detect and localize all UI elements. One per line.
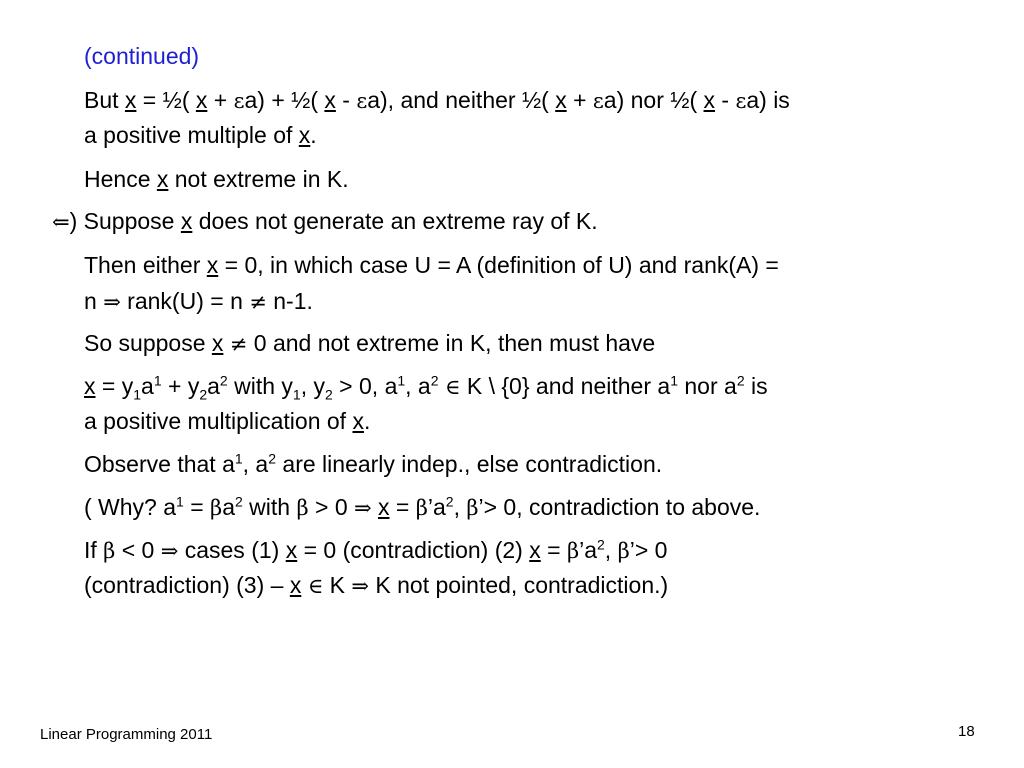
text-run: > 0, a <box>332 373 398 399</box>
epsilon-symbol: ε <box>233 89 245 113</box>
vector-x: x <box>180 208 193 234</box>
not-equal-symbol: ≠ <box>229 332 248 356</box>
implies-arrow-icon: ⇒ <box>160 539 179 563</box>
text-run: , <box>604 537 618 563</box>
subscript: 2 <box>199 386 208 403</box>
text-run: . <box>310 122 317 148</box>
epsilon-symbol: ε <box>735 89 747 113</box>
text-run: with <box>242 494 297 520</box>
page-number: 18 <box>958 723 975 740</box>
line-if-beta <box>84 536 667 565</box>
continued-heading: (continued) <box>84 43 200 69</box>
superscript: 2 <box>445 493 454 510</box>
text-run: a positive multiple of <box>84 122 299 148</box>
text-run: = <box>540 537 567 563</box>
text-run: = ½( <box>136 87 196 113</box>
text-run: a positive multiplication of <box>84 408 353 434</box>
text-run: n-1. <box>266 288 313 314</box>
text-run: a <box>222 494 235 520</box>
text-run: > 0 <box>308 494 355 520</box>
text-run: = <box>183 494 211 520</box>
subscript: 2 <box>324 386 333 403</box>
text-run: If <box>84 537 104 563</box>
line-contradiction-3 <box>84 571 668 600</box>
superscript: 2 <box>234 493 243 510</box>
text-run: , y <box>300 373 325 399</box>
element-of-symbol: ∈ <box>444 375 461 399</box>
line-why <box>84 493 760 522</box>
line-suppose-not-generate <box>52 207 598 236</box>
vector-x: x <box>352 408 364 434</box>
beta-symbol: β <box>210 496 223 520</box>
text-run: ’> 0, contradiction to above. <box>478 494 761 520</box>
vector-x: x <box>84 373 96 399</box>
text-run: not extreme in K. <box>168 166 349 192</box>
vector-x: x <box>555 87 567 113</box>
left-double-arrow-icon: ⇐ <box>52 210 70 234</box>
vector-x: x <box>195 87 208 113</box>
vector-x: x <box>206 252 219 278</box>
line-rank <box>84 287 313 316</box>
beta-symbol: β <box>296 496 309 520</box>
line-positive-multiple <box>84 121 317 149</box>
text-run: , <box>453 494 467 520</box>
text-run: - <box>335 87 357 113</box>
beta-symbol: β <box>466 496 479 520</box>
line-decomposition <box>84 372 768 401</box>
text-run: ’a <box>427 494 446 520</box>
text-run: K not pointed, contradiction.) <box>368 572 669 598</box>
beta-symbol: β <box>103 539 116 563</box>
line-positive-multiplication <box>84 407 370 435</box>
superscript: 1 <box>670 372 678 389</box>
superscript: 1 <box>153 372 162 389</box>
element-of-symbol: ∈ <box>307 574 324 598</box>
text-run: ) Suppose <box>69 208 181 234</box>
superscript: 2 <box>219 372 228 389</box>
text-run: cases (1) <box>178 537 286 563</box>
text-run: . <box>363 408 371 434</box>
vector-x: x <box>156 166 169 192</box>
text-run: K <box>323 572 352 598</box>
epsilon-symbol: ε <box>356 89 368 113</box>
not-equal-symbol: ≠ <box>249 290 267 314</box>
text-run: Then either <box>84 252 207 278</box>
vector-x: x <box>124 87 137 113</box>
line-but <box>84 86 790 115</box>
text-run: = 0, in which case U = A (definition of U) and rank(A) = <box>218 252 779 278</box>
text-run: = 0 (contradiction) (2) <box>297 537 530 563</box>
footer-title: Linear Programming 2011 <box>40 726 213 743</box>
line-observe <box>84 450 662 478</box>
text-run: is <box>744 373 768 399</box>
subscript: 1 <box>292 386 301 403</box>
text-run: (contradiction) (3) – <box>84 572 290 598</box>
superscript: 1 <box>234 450 243 467</box>
text-run: n <box>84 288 104 314</box>
line-hence <box>84 165 349 193</box>
vector-x: x <box>378 494 390 520</box>
text-run: = <box>389 494 416 520</box>
text-run: does not generate an extreme ray of K. <box>192 208 598 234</box>
text-run: + y <box>161 373 200 399</box>
text-run: Hence <box>84 166 157 192</box>
text-run: a) is <box>746 87 790 113</box>
text-run: - <box>715 87 736 113</box>
text-run: ’> 0 <box>629 537 668 563</box>
implies-arrow-icon: ⇒ <box>103 290 121 314</box>
text-run: K \ {0} and neither a <box>460 373 671 399</box>
text-run: But <box>84 87 125 113</box>
epsilon-symbol: ε <box>592 89 604 113</box>
implies-arrow-icon: ⇒ <box>351 574 369 598</box>
text-run: a), and neither ½( <box>367 87 556 113</box>
superscript: 1 <box>397 372 406 389</box>
vector-x: x <box>289 572 302 598</box>
text-run: a) + ½( <box>244 87 325 113</box>
text-run: are linearly indep., else contradiction. <box>276 451 663 477</box>
vector-x: x <box>285 537 298 563</box>
vector-x: x <box>529 537 541 563</box>
text-run: + <box>566 87 593 113</box>
text-run: 0 and not extreme in K, then must have <box>247 330 656 356</box>
beta-symbol: β <box>415 496 428 520</box>
vector-x: x <box>298 122 311 148</box>
text-run: a <box>141 373 154 399</box>
line-then-either <box>84 251 779 279</box>
text-run: = y <box>95 373 134 399</box>
text-run: a <box>207 373 220 399</box>
line-so-suppose <box>84 329 655 358</box>
superscript: 2 <box>596 536 605 553</box>
superscript: 1 <box>176 493 184 510</box>
vector-x: x <box>324 87 336 113</box>
text-run: ( Why? a <box>84 494 177 520</box>
text-run: nor a <box>677 373 737 399</box>
superscript: 2 <box>430 372 439 389</box>
superscript: 2 <box>268 450 277 467</box>
text-run: rank(U) = n <box>120 288 250 314</box>
text-run: Observe that a <box>84 451 235 477</box>
beta-symbol: β <box>566 539 580 563</box>
text-run: < 0 <box>115 537 161 563</box>
beta-symbol: β <box>617 539 630 563</box>
text-run: with y <box>227 373 293 399</box>
implies-arrow-icon: ⇒ <box>354 496 372 520</box>
text-run: a) nor ½( <box>603 87 704 113</box>
vector-x: x <box>211 330 224 356</box>
text-run: , a <box>405 373 431 399</box>
superscript: 2 <box>736 372 745 389</box>
text-run: So suppose <box>84 330 212 356</box>
text-run: + <box>207 87 234 113</box>
subscript: 1 <box>133 386 142 403</box>
vector-x: x <box>703 87 716 113</box>
text-run: , a <box>242 451 269 477</box>
text-run: ’a <box>579 537 597 563</box>
